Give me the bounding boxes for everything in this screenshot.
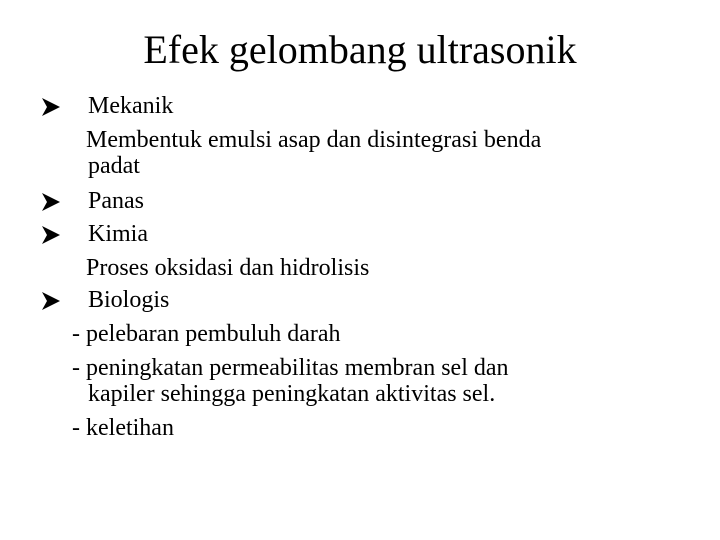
arrowhead-bullet-icon [40,224,62,246]
dash-item-pelebaran: - pelebaran pembuluh darah [72,321,341,347]
bullet-panas: Panas [88,188,144,214]
sub-text-mekanik-cont: padat [88,153,140,179]
sub-text-mekanik: Membentuk emulsi asap dan disintegrasi benda [86,127,542,153]
arrowhead-bullet-icon [40,290,62,312]
dash-item-peningkatan-cont: kapiler sehingga peningkatan aktivitas sel. [88,381,496,407]
bullet-biologis: Biologis [88,287,170,313]
bullet-mekanik: Mekanik [88,93,174,119]
bullet-kimia: Kimia [88,221,148,247]
arrowhead-bullet-icon [40,96,62,118]
dash-item-peningkatan: - peningkatan permeabilitas membran sel dan [72,355,509,381]
arrowhead-bullet-icon [40,191,62,213]
dash-item-keletihan: - keletihan [72,415,174,441]
sub-text-kimia: Proses oksidasi dan hidrolisis [86,255,370,281]
slide-title: Efek gelombang ultrasonik [143,27,577,72]
